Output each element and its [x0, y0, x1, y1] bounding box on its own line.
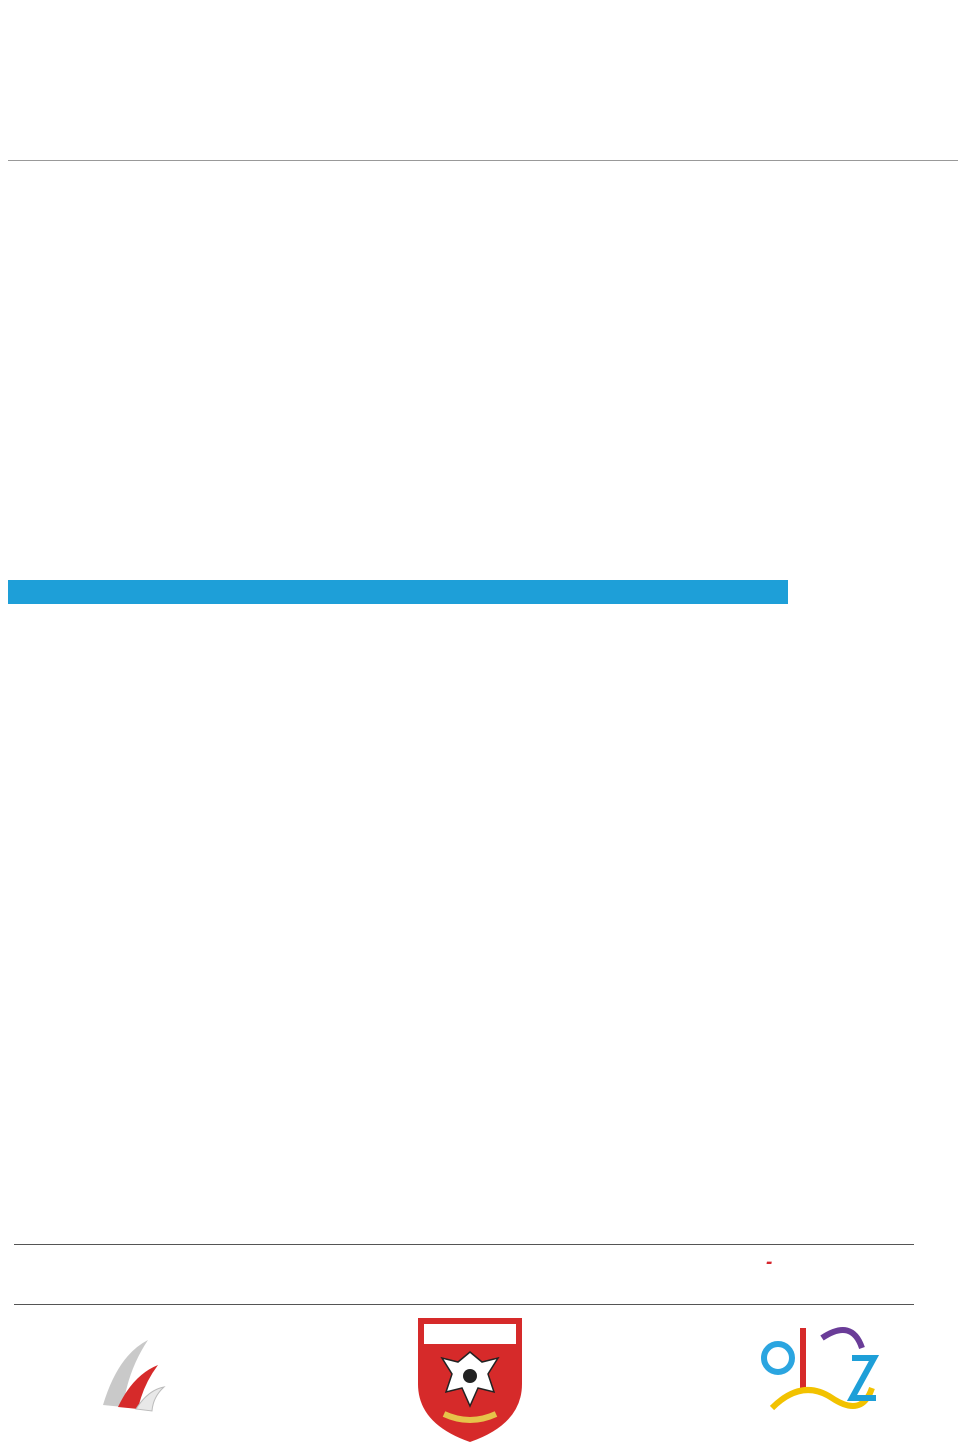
lodz-kreuje-logo [752, 1318, 882, 1444]
ministry-emblem-icon [98, 1335, 168, 1415]
footer-divider-bottom [14, 1304, 914, 1305]
lodz-crest [414, 1314, 526, 1444]
results-header [8, 580, 788, 604]
footer-divider-top [14, 1244, 914, 1245]
lodz-crest-shield-icon [414, 1314, 526, 1444]
domtel-logo: - [766, 1252, 773, 1273]
ministry-logo [98, 1335, 348, 1415]
attempts-divider [8, 160, 958, 161]
lodz-kreuje-shapes-icon [752, 1318, 882, 1428]
